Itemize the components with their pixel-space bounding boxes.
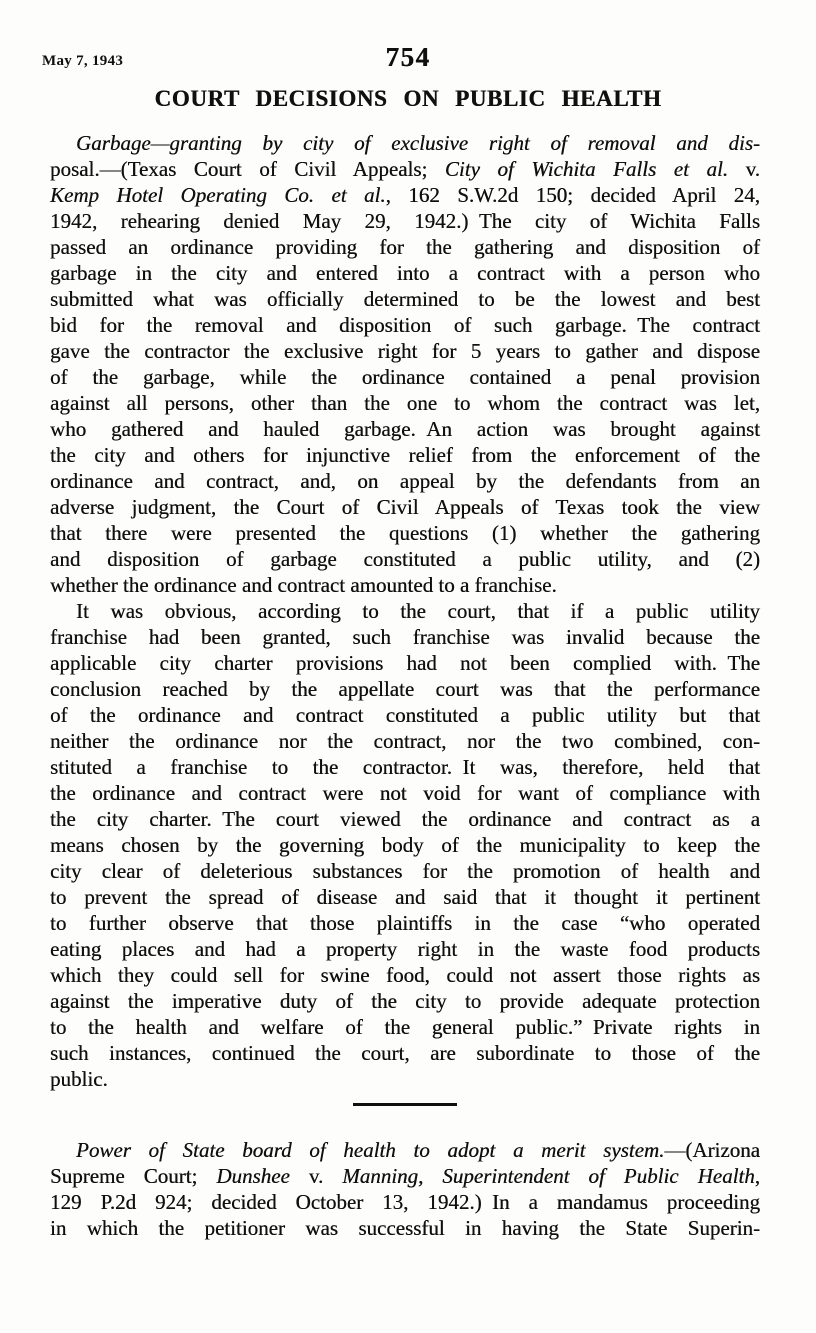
italic-text-segment: Kemp Hotel Operating Co. et al. xyxy=(50,183,386,207)
text-line xyxy=(50,442,760,468)
text-line xyxy=(50,650,760,676)
text-segment: Supreme Court; xyxy=(50,1164,217,1188)
text-line xyxy=(50,1137,760,1163)
text-segment: posal.—(Texas Court of Civil Appeals; xyxy=(50,157,445,181)
text-segment: whether the ordinance and contract amounted to a franchise. xyxy=(50,573,557,597)
text-segment: adverse judgment, the Court of Civil Appeals of Texas took the view xyxy=(50,495,760,519)
paragraph-garbage-holding xyxy=(50,598,760,1092)
text-line xyxy=(50,546,760,572)
text-line xyxy=(50,806,760,832)
text-segment: in which the petitioner was successful in having the State Superin- xyxy=(50,1216,760,1240)
italic-text-segment: Power of State board of health to adopt a merit system. xyxy=(76,1138,665,1162)
text-segment: public. xyxy=(50,1067,108,1091)
text-line xyxy=(50,832,760,858)
text-segment: franchise had been granted, such franchise was invalid because the xyxy=(50,625,760,649)
italic-text-segment: City of Wichita Falls et al. xyxy=(444,157,729,181)
text-segment: to further observe that those plaintiffs in the case “who operated xyxy=(50,911,760,935)
text-line xyxy=(50,1066,760,1092)
text-line xyxy=(50,182,760,208)
text-segment: passed an ordinance providing for the gathering and disposition of xyxy=(50,235,760,259)
text-line xyxy=(50,1163,760,1189)
text-line xyxy=(50,936,760,962)
text-line xyxy=(50,1014,760,1040)
text-segment: such instances, continued the court, are subordinate to those of the xyxy=(50,1041,760,1065)
text-segment: and disposition of garbage constituted a public utility, and (2) xyxy=(50,547,760,571)
text-segment: bid for the removal and disposition of such garbage. The contract xyxy=(50,313,760,337)
text-line xyxy=(50,598,760,624)
text-segment: submitted what was officially determined to be the lowest and best xyxy=(50,287,760,311)
text-segment: of the garbage, while the ordinance contained a penal provision xyxy=(50,365,760,389)
issue-date: May 7, 1943 xyxy=(42,53,124,69)
text-segment: —(Arizona xyxy=(664,1138,760,1162)
text-segment: means chosen by the governing body of the municipality to keep the xyxy=(50,833,760,857)
text-line xyxy=(50,208,760,234)
text-segment: neither the ordinance nor the contract, nor the two combined, con- xyxy=(50,729,760,753)
running-head xyxy=(0,44,816,71)
italic-text-segment: Dunshee xyxy=(216,1164,290,1188)
text-line xyxy=(50,1189,760,1215)
text-line xyxy=(50,1215,760,1241)
page-title: COURT DECISIONS ON PUBLIC HEALTH xyxy=(154,86,662,111)
text-segment: against all persons, other than the one to whom the contract was let, xyxy=(50,391,760,415)
article-body xyxy=(50,130,760,1241)
text-line xyxy=(50,572,760,598)
text-segment: v. xyxy=(289,1164,343,1188)
text-segment: ordinance and contract, and, on appeal by the defendants from an xyxy=(50,469,760,493)
text-segment: of the ordinance and contract constituted a public utility but that xyxy=(50,703,760,727)
text-segment: applicable city charter provisions had not been complied with. The xyxy=(50,651,760,675)
text-line xyxy=(50,884,760,910)
text-line xyxy=(50,1040,760,1066)
paragraph-merit-system xyxy=(50,1137,760,1241)
text-line xyxy=(50,364,760,390)
text-segment: conclusion reached by the appellate court was that the performance xyxy=(50,677,760,701)
text-segment: It was obvious, according to the court, that if a public utility xyxy=(76,599,760,623)
text-line xyxy=(50,858,760,884)
text-line xyxy=(50,754,760,780)
text-line xyxy=(50,780,760,806)
text-segment: who gathered and hauled garbage. An action was brought against xyxy=(50,417,760,441)
text-line xyxy=(50,260,760,286)
text-line xyxy=(50,624,760,650)
text-segment: 1942, rehearing denied May 29, 1942.) The city of Wichita Falls xyxy=(50,209,760,233)
text-line xyxy=(50,676,760,702)
text-line xyxy=(50,156,760,182)
text-line xyxy=(50,130,760,156)
text-segment: 129 P.2d 924; decided October 13, 1942.) In a mandamus proceeding xyxy=(50,1190,760,1214)
text-line xyxy=(50,988,760,1014)
text-line xyxy=(50,494,760,520)
text-segment: eating places and had a property right in the waste food products xyxy=(50,937,760,961)
text-segment: that there were presented the questions (1) whether the gathering xyxy=(50,521,760,545)
text-segment: against the imperative duty of the city to provide adequate protection xyxy=(50,989,760,1013)
text-segment: stituted a franchise to the contractor. It was, therefore, held that xyxy=(50,755,760,779)
text-line xyxy=(50,234,760,260)
text-line xyxy=(50,702,760,728)
text-segment: garbage in the city and entered into a contract with a person who xyxy=(50,261,760,285)
text-segment: to prevent the spread of disease and said that it thought it pertinent xyxy=(50,885,760,909)
paragraph-garbage-catchline xyxy=(50,130,760,598)
text-line xyxy=(50,962,760,988)
text-segment: which they could sell for swine food, could not assert those rights as xyxy=(50,963,760,987)
text-segment: , 162 S.W.2d 150; decided April 24, xyxy=(385,183,760,207)
italic-text-segment: Manning, Superintendent of Public Health xyxy=(342,1164,755,1188)
italic-text-segment: Garbage—granting by city of exclusive right of removal and dis- xyxy=(76,131,760,155)
text-line xyxy=(50,390,760,416)
text-line xyxy=(50,468,760,494)
text-line xyxy=(50,728,760,754)
text-segment: to the health and welfare of the general public.” Private rights in xyxy=(50,1015,760,1039)
text-line xyxy=(50,338,760,364)
text-line xyxy=(50,312,760,338)
text-segment: the city charter. The court viewed the ordinance and contract as a xyxy=(50,807,760,831)
text-line xyxy=(50,286,760,312)
text-line xyxy=(50,416,760,442)
text-line xyxy=(50,910,760,936)
text-segment: the ordinance and contract were not void for want of compliance with xyxy=(50,781,760,805)
section-divider-rule xyxy=(353,1103,457,1106)
page-number: 754 xyxy=(385,42,431,72)
text-segment: v. xyxy=(728,157,760,181)
text-segment: gave the contractor the exclusive right for 5 years to gather and dispose xyxy=(50,339,760,363)
text-segment: , xyxy=(754,1164,760,1188)
text-segment: the city and others for injunctive relief from the enforcement of the xyxy=(50,443,760,467)
text-segment: city clear of deleterious substances for the promotion of health and xyxy=(50,859,760,883)
text-line xyxy=(50,520,760,546)
